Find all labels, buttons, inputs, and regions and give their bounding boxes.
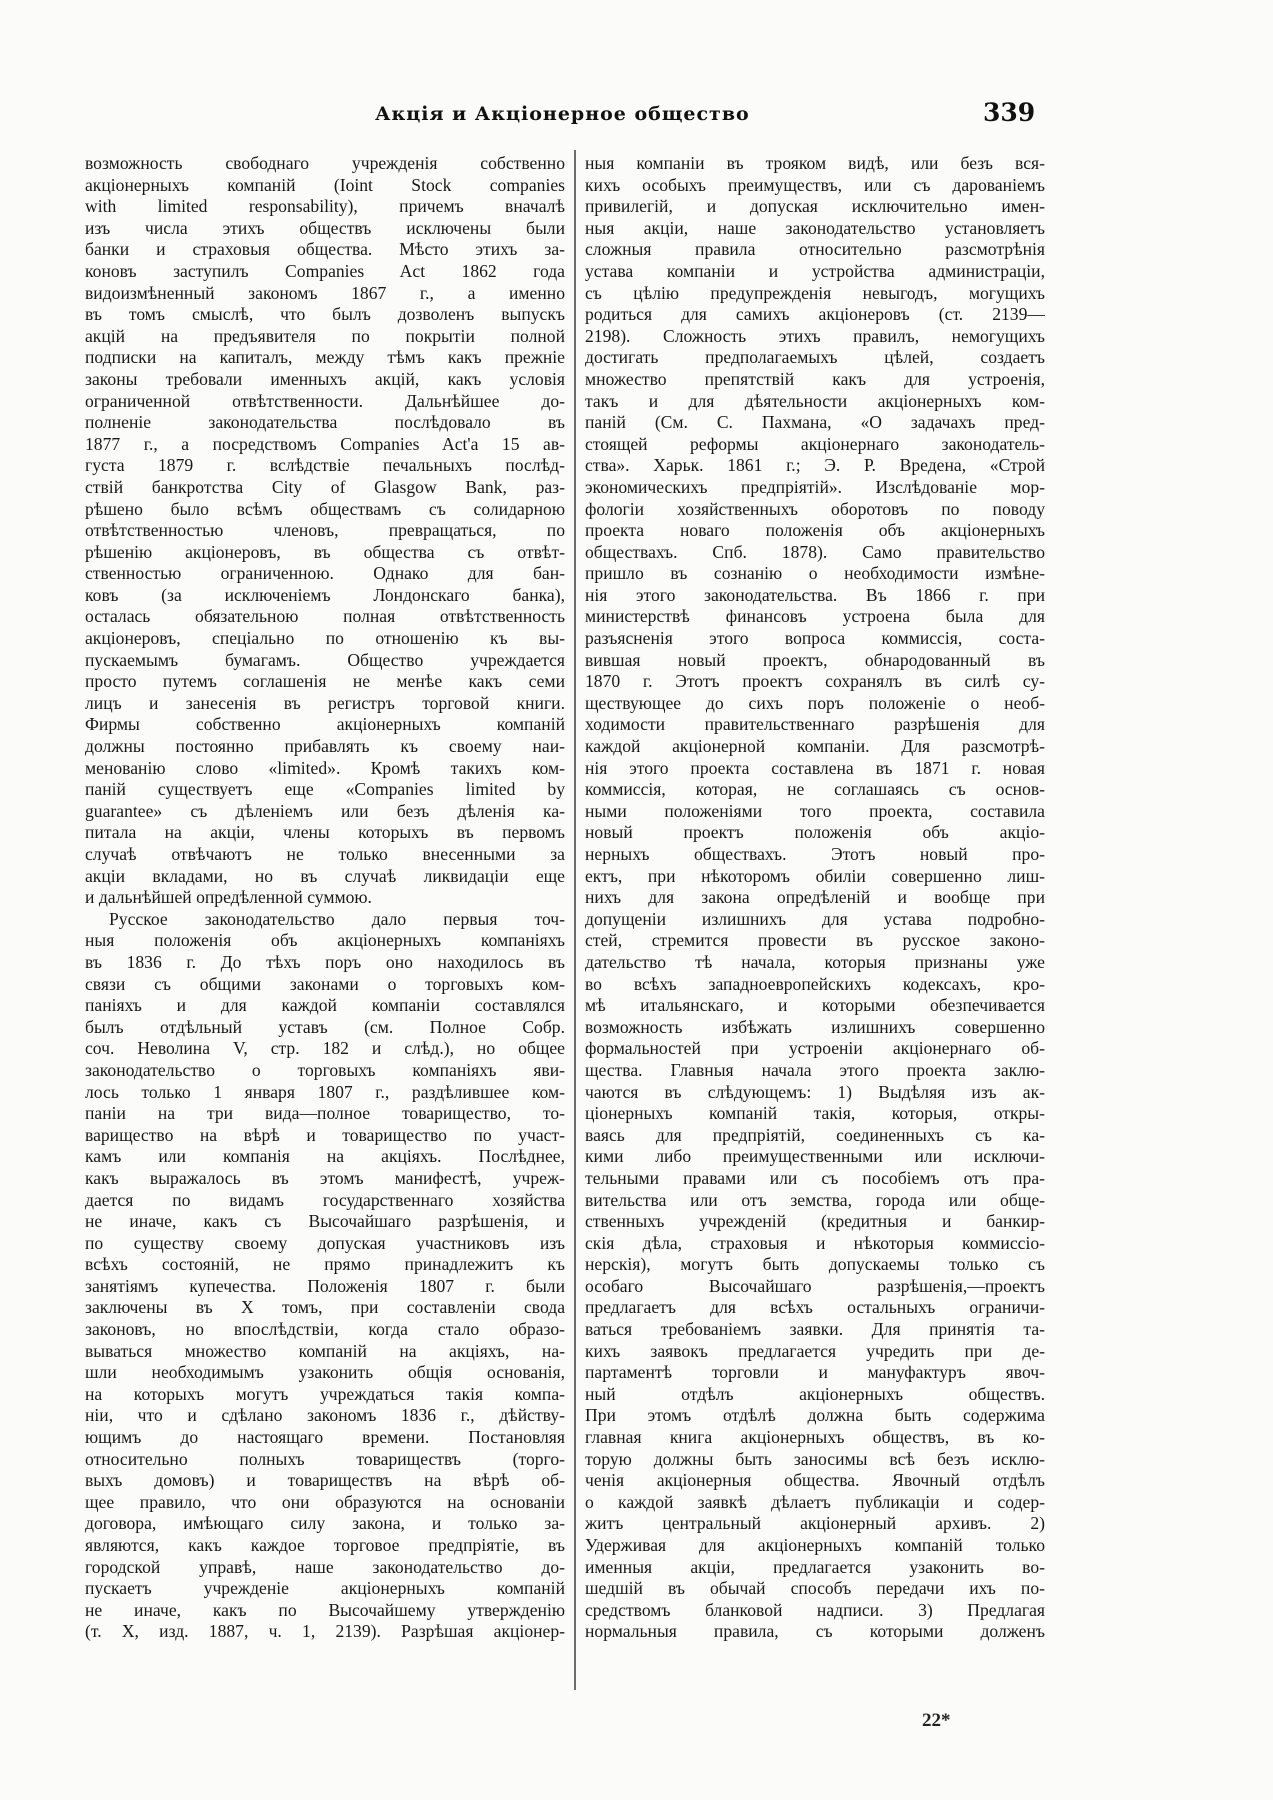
text-line: министерствѣ финансовъ устроена была для <box>585 606 1045 627</box>
text-line: пускаемымъ бумагамъ. Общество учреждается <box>85 649 565 670</box>
left-text-column <box>85 153 565 1643</box>
text-line: 1870 г. Этотъ проектъ сохранялъ въ силѣ су- <box>585 671 1045 692</box>
text-line: занятіямъ купечества. Положенія 1807 г. были <box>85 1275 565 1296</box>
text-line: ціонерныхъ компаній такія, которыя, откры- <box>585 1103 1045 1124</box>
text-line: допущеніи излишнихъ для устава подробно- <box>585 908 1045 929</box>
text-line: кихъ особыхъ преимуществъ, или съ дарованіемъ <box>585 174 1045 195</box>
text-line: ющимъ до настоящаго времени. Постановляя <box>85 1427 565 1448</box>
text-line: такъ и для дѣятельности акціонерныхъ ком- <box>585 390 1045 411</box>
text-line: ственностью ограниченною. Однако для бан- <box>85 563 565 584</box>
text-line: вываться множество компаній на акціяхъ, на- <box>85 1340 565 1361</box>
text-line: шедшій въ обычай способъ передачи ихъ по- <box>585 1578 1045 1599</box>
text-line: коновъ заступилъ Companies Act 1862 года <box>85 260 565 281</box>
text-line: ваясь для предпріятій, соединенныхъ съ ка- <box>585 1124 1045 1145</box>
text-line: обществахъ. Спб. 1878). Само правительство <box>585 541 1045 562</box>
text-line: ныя положенія объ акціонерныхъ компаніяхъ <box>85 930 565 951</box>
text-line: щее правило, что они образуются на основаніи <box>85 1491 565 1512</box>
text-line: связи съ общими законами о торговыхъ ком- <box>85 973 565 994</box>
text-line: являются, какъ каждое торговое предпріятіе, въ <box>85 1535 565 1555</box>
text-line: главная книга акціонерныхъ обществъ, въ ко- <box>585 1427 1045 1448</box>
text-line: паніи на три вида—полное товарищество, то- <box>85 1103 565 1124</box>
text-line: каждой акціонерной компаніи. Для разсмотрѣ- <box>585 736 1045 757</box>
text-line: разъясненія этого вопроса коммиссія, соста- <box>585 628 1045 649</box>
text-line: (т. X, изд. 1887, ч. 1, 2139). Разрѣшая акціонер- <box>85 1621 565 1642</box>
text-line: случаѣ отвѣчаютъ не только внесенными за <box>85 844 565 864</box>
text-line: ный отдѣлъ акціонерныхъ обществъ. <box>585 1383 1045 1404</box>
text-line: былъ отдѣльный уставъ (см. Полное Собр. <box>85 1016 565 1037</box>
text-line: менованію слово «limited». Кромѣ такихъ ком- <box>85 757 565 778</box>
text-line: ствій банкротства City of Glasgow Bank, раз- <box>85 476 565 497</box>
text-line: ваться требованіемъ заявки. Для принятія та- <box>585 1319 1045 1340</box>
text-line: пускаетъ учрежденіе акціонерныхъ компаній <box>85 1578 565 1599</box>
text-line: акціи вкладами, но въ случаѣ ликвидаціи еще <box>85 865 565 886</box>
text-line: особаго Высочайшаго разрѣшенія,—проектъ <box>585 1275 1045 1296</box>
text-line: договора, имѣющаго силу закона, и только за- <box>85 1513 565 1534</box>
text-line: guarantee» съ дѣленіемъ или безъ дѣленія ка- <box>85 800 565 821</box>
text-line: чаются въ слѣдующемъ: 1) Выдѣляя изъ ак- <box>585 1081 1045 1102</box>
text-line: ограниченной отвѣтственности. Дальнѣйшее до- <box>85 390 565 411</box>
text-line: съ цѣлію предупрежденія невыгодъ, могущихъ <box>585 282 1045 303</box>
text-line: въ томъ смыслѣ, что былъ дозволенъ выпускъ <box>85 304 565 325</box>
text-line: полненіе законодательства послѣдовало въ <box>85 412 565 433</box>
text-line: Русское законодательство дало первыя точ- <box>109 908 565 929</box>
text-line: банки и страховыя общества. Мѣсто этихъ за- <box>85 239 565 260</box>
text-line: акцій на предъявителя по покрытіи полной <box>85 325 565 346</box>
text-line: 1877 г., а посредствомъ Companies Act'а 15 ав- <box>85 433 565 454</box>
text-line: ществующее до сихъ поръ положеніе о необ- <box>585 692 1045 713</box>
text-line: коммиссія, которая, не соглашаясь съ основ- <box>585 779 1045 800</box>
text-line: подписки на капиталъ, между тѣмъ какъ прежніе <box>85 347 565 368</box>
text-line: скія дѣла, страховыя и нѣкоторыя коммиссіо- <box>585 1232 1045 1253</box>
text-line: относительно полныхъ товариществъ (торго- <box>85 1448 565 1469</box>
text-line: о каждой заявкѣ дѣлаетъ публикаціи и содер- <box>585 1491 1045 1512</box>
text-line: предлагаетъ для всѣхъ остальныхъ ограничи- <box>585 1297 1045 1318</box>
text-line: законодательство о торговыхъ компаніяхъ яви- <box>85 1059 565 1080</box>
text-line: вительства или отъ земства, города или обще- <box>585 1189 1045 1210</box>
text-line: возможность свободнаго учрежденія собственно <box>85 153 565 173</box>
text-line: житъ центральный акціонерный архивъ. 2) <box>585 1513 1045 1534</box>
column-divider <box>574 150 576 1690</box>
text-line: ектъ, при нѣкоторомъ обиліи совершенно лиш- <box>585 865 1045 886</box>
text-line: мѣ итальянскаго, и которыми обезпечивается <box>585 995 1045 1016</box>
text-line: ственныхъ учрежденій (кредитныя и банкир- <box>585 1211 1045 1232</box>
text-line: законы требовали именныхъ акцій, какъ условія <box>85 368 565 389</box>
text-line: акціонерныхъ компаній (Ioint Stock companies <box>85 174 565 195</box>
text-line: лось только 1 января 1807 г., раздѣлившее ком- <box>85 1081 565 1102</box>
text-line: средствомъ бланковой надписи. 3) Предлагая <box>585 1599 1045 1620</box>
text-line: камъ или компанія на акціяхъ. Послѣднее, <box>85 1146 565 1167</box>
text-line: во всѣхъ западноевропейскихъ кодексахъ, кро- <box>585 973 1045 994</box>
text-line: пришло въ сознанію о необходимости измѣне- <box>585 563 1045 584</box>
text-line: ныя компаніи въ трояком видѣ, или безъ вся- <box>585 153 1045 173</box>
right-text-column <box>585 153 1045 1643</box>
text-line: по существу своему допуская участниковъ изъ <box>85 1232 565 1253</box>
page-number: 339 <box>983 98 1036 127</box>
text-line: вившая новый проектъ, обнародованный въ <box>585 649 1045 670</box>
text-line: возможность избѣжать излишнихъ совершенно <box>585 1016 1045 1037</box>
text-line: 2198). Сложность этихъ правилъ, немогущихъ <box>585 325 1045 346</box>
text-line: паній существуетъ еще «Companies limited by <box>85 779 565 800</box>
text-line: ства». Харьк. 1861 г.; Э. Р. Вредена, «Строй <box>585 455 1045 476</box>
text-line: фологіи хозяйственныхъ оборотовъ по поводу <box>585 498 1045 519</box>
text-line: достигать предполагаемыхъ цѣлей, создаетъ <box>585 347 1045 368</box>
running-head: Акція и Акціонерное общество <box>375 103 750 125</box>
text-line: Удерживая для акціонерныхъ компаній только <box>585 1535 1045 1555</box>
text-line: варищество на вѣрѣ и товарищество по участ- <box>85 1124 565 1145</box>
text-line: ходимости правительственнаго разрѣшенія для <box>585 714 1045 735</box>
text-line: формальностей при устроеніи акціонернаго об- <box>585 1038 1045 1059</box>
text-line: ковъ (за исключеніемъ Лондонскаго банка), <box>85 584 565 605</box>
text-line: нихъ для закона опредѣленій и вообще при <box>585 887 1045 908</box>
text-line: питала на акціи, члены которыхъ въ первомъ <box>85 822 565 843</box>
text-line: устава компаніи и устройства администраціи, <box>585 260 1045 281</box>
text-line: партаментѣ торговли и мануфактуръ явоч- <box>585 1362 1045 1383</box>
text-line: кихъ заявокъ предлагается учредить при де- <box>585 1340 1045 1361</box>
text-line: привилегій, и допуская исключительно имен- <box>585 196 1045 217</box>
text-line: не иначе, какъ по Высочайшему утвержденію <box>85 1599 565 1620</box>
text-line: дается по видамъ государственнаго хозяйства <box>85 1189 565 1210</box>
signature-mark: 22* <box>922 1710 951 1731</box>
text-line: тельными правами или съ пособіемъ отъ пра- <box>585 1167 1045 1188</box>
text-line: изъ числа этихъ обществъ исключены были <box>85 217 565 238</box>
text-line: проекта новаго положенія объ акціонерныхъ <box>585 520 1045 541</box>
text-line: какъ выражалось въ этомъ манифестѣ, учреж- <box>85 1167 565 1188</box>
text-line: нія этого проекта составлена въ 1871 г. новая <box>585 757 1045 778</box>
text-line: нормальныя правила, съ которыми долженъ <box>585 1621 1045 1642</box>
text-line: всѣхъ состояній, не прямо принадлежитъ къ <box>85 1254 565 1275</box>
text-line: рѣшенію акціонеровъ, въ общества съ отвѣт- <box>85 541 565 562</box>
text-line: паніяхъ и для каждой компаніи составлялся <box>85 995 565 1016</box>
text-line: соч. Неволина V, стр. 182 и слѣд.), но общее <box>85 1038 565 1059</box>
text-line: видоизмѣненный закономъ 1867 г., а именно <box>85 282 565 303</box>
text-line: дательство тѣ начала, которыя признаны уже <box>585 951 1045 972</box>
text-line: with limited responsability), причемъ вначалѣ <box>85 196 565 217</box>
text-line: стоящей реформы акціонернаго законодатель- <box>585 433 1045 454</box>
text-line: густа 1879 г. вслѣдствіе печальныхъ послѣд- <box>85 455 565 476</box>
text-line: ными положеніями того проекта, составила <box>585 800 1045 821</box>
text-line: экономическихъ предпріятій». Изслѣдованіе мор- <box>585 476 1045 497</box>
text-line: стей, стремится провести въ русское законо- <box>585 930 1045 951</box>
text-line: нія этого законодательства. Въ 1866 г. при <box>585 584 1045 605</box>
text-line: родиться для самихъ акціонеровъ (ст. 2139— <box>585 304 1045 325</box>
text-line: на которыхъ могутъ учреждаться такія компа- <box>85 1383 565 1404</box>
text-line: должны постоянно прибавлять къ своему наи- <box>85 736 565 757</box>
text-line: городской управѣ, наше законодательство до- <box>85 1556 565 1577</box>
text-line: ніи, что и сдѣлано закономъ 1836 г., дѣйству- <box>85 1405 565 1426</box>
text-line: множество препятствій какъ для устроенія, <box>585 368 1045 389</box>
text-line: лицъ и занесенія въ регистръ торговой книги. <box>85 692 565 713</box>
text-line: паній (См. С. Пахмана, «О задачахъ пред- <box>585 412 1045 433</box>
text-line: законовъ, но впослѣдствіи, когда стало образо- <box>85 1319 565 1340</box>
text-line: отвѣтственностью членовъ, превращаться, по <box>85 520 565 541</box>
text-line: именныя акціи, предлагается узаконить во- <box>585 1556 1045 1577</box>
text-line: и дальнѣйшей опредѣленной суммою. <box>85 887 372 908</box>
text-line: торую должны быть заносимы всѣ безъ исклю- <box>585 1448 1045 1469</box>
text-line: сложныя правила относительно разсмотрѣнія <box>585 239 1045 260</box>
text-line: выхъ домовъ) и товариществъ на вѣрѣ об- <box>85 1470 565 1491</box>
text-line: не иначе, какъ съ Высочайшаго разрѣшенія, и <box>85 1211 565 1232</box>
text-line: шли необходимымъ узаконить общія основанія, <box>85 1362 565 1383</box>
text-line: въ 1836 г. До тѣхъ поръ оно находилось въ <box>85 951 565 972</box>
text-line: осталась обязательною полная отвѣтственность <box>85 606 565 627</box>
text-line: акціонеровъ, спеціально по отношенію къ вы- <box>85 628 565 649</box>
text-line: нерскія), могутъ быть допускаемы только съ <box>585 1254 1045 1275</box>
text-line: заключены въ X томъ, при составленіи свода <box>85 1297 565 1318</box>
text-line: кими либо преимущественными или исключи- <box>585 1146 1045 1167</box>
text-line: рѣшено было всѣмъ обществамъ съ солидарною <box>85 498 565 519</box>
text-line: ныя акціи, наше законодательство установляетъ <box>585 217 1045 238</box>
text-line: щества. Главныя начала этого проекта заклю- <box>585 1059 1045 1080</box>
text-line: ченія акціонерныя общества. Явочный отдѣлъ <box>585 1470 1045 1491</box>
text-line: Фирмы собственно акціонерныхъ компаній <box>85 714 565 735</box>
text-line: нерныхъ обществахъ. Этотъ новый про- <box>585 844 1045 864</box>
text-line: При этомъ отдѣлѣ должна быть содержима <box>585 1405 1045 1426</box>
text-line: просто путемъ соглашенія не менѣе какъ семи <box>85 671 565 692</box>
text-line: новый проектъ положенія объ акціо- <box>585 822 1045 843</box>
